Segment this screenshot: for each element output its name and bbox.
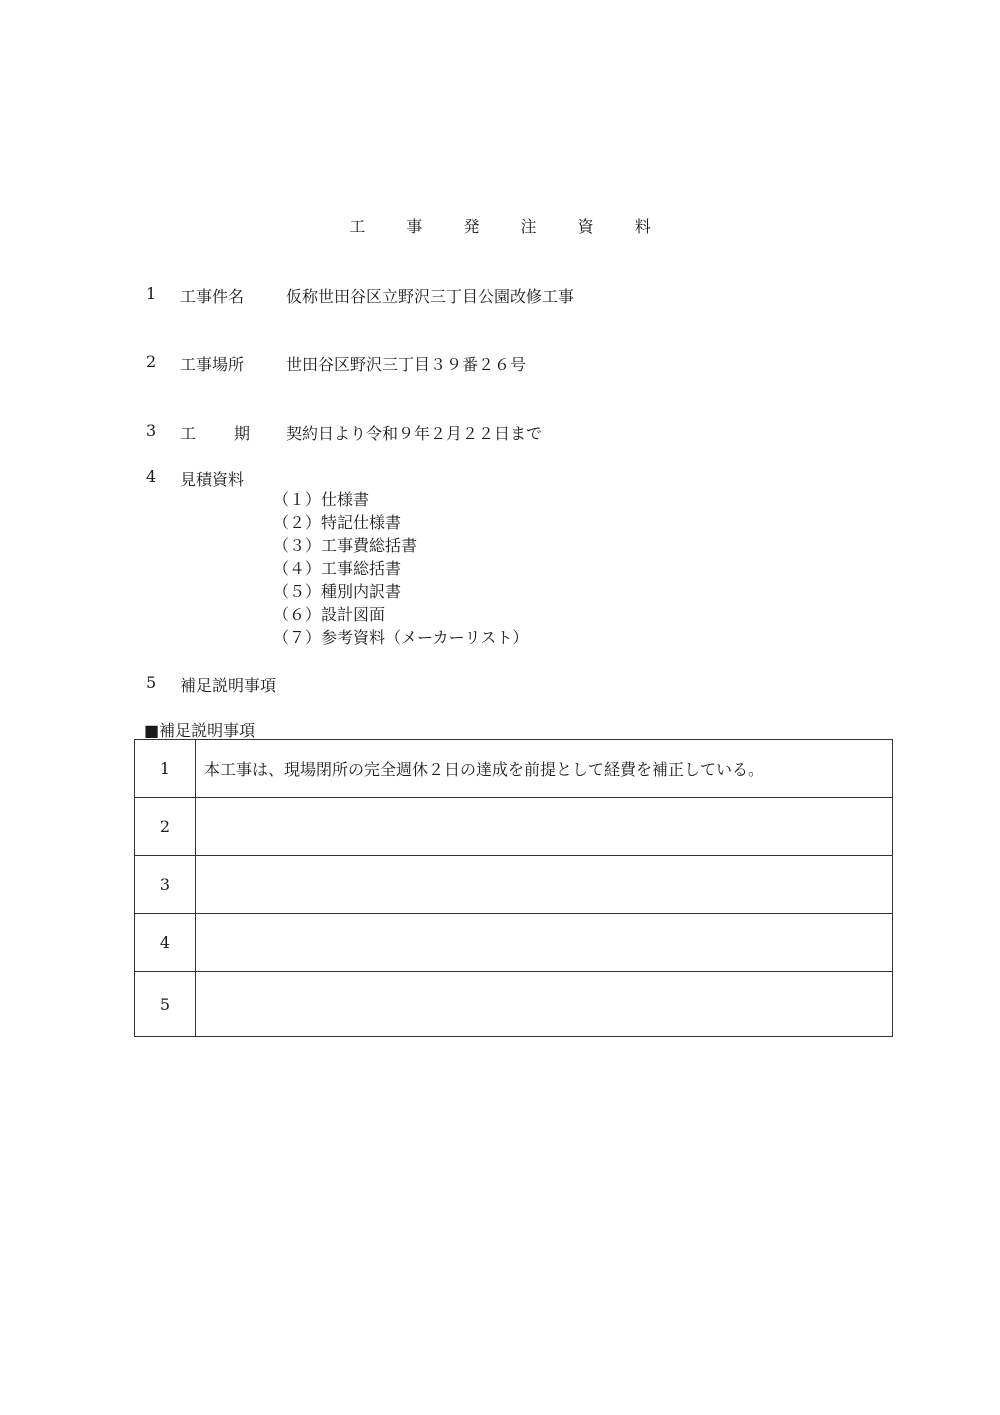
note-text — [196, 856, 893, 914]
list-item — [273, 603, 528, 626]
notes-table — [134, 739, 893, 1037]
table-row — [135, 972, 893, 1037]
item-number: 1 — [146, 284, 157, 303]
title-char: 工 — [349, 217, 366, 236]
list-item-number: （７） — [273, 628, 322, 647]
item-label: 工事件名 — [180, 287, 245, 306]
list-item — [273, 557, 528, 580]
list-item — [273, 534, 528, 557]
table-row — [135, 798, 893, 856]
list-item-text: 工事総括書 — [321, 559, 402, 578]
title-char: 注 — [520, 217, 537, 236]
item-number: 4 — [146, 467, 157, 486]
item-label-part: 期 — [234, 424, 251, 443]
list-item-number: （４） — [273, 559, 322, 578]
list-item-number: （２） — [273, 513, 322, 532]
list-item — [273, 580, 528, 603]
note-text — [196, 798, 893, 856]
title-char: 料 — [634, 217, 651, 236]
list-item-number: （１） — [273, 490, 322, 509]
item-value: 仮称世田谷区立野沢三丁目公園改修工事 — [286, 287, 575, 306]
estimate-materials-list — [273, 488, 528, 649]
item-label-part: 工 — [180, 424, 197, 443]
list-item-text: 種別内訳書 — [321, 582, 402, 601]
table-row — [135, 914, 893, 972]
list-item-text: 参考資料（メーカーリスト） — [321, 628, 529, 647]
note-text — [196, 972, 893, 1037]
title-char: 発 — [463, 217, 480, 236]
notes-heading: ■補足説明事項 — [144, 721, 256, 740]
list-item-number: （５） — [273, 582, 322, 601]
list-item — [273, 488, 528, 511]
item-value: 世田谷区野沢三丁目３９番２６号 — [286, 355, 527, 374]
note-number: 3 — [135, 856, 196, 914]
item-label: 見積資料 — [180, 470, 245, 489]
title-char: 事 — [406, 217, 423, 236]
list-item — [273, 626, 528, 649]
item-label: 補足説明事項 — [180, 676, 277, 695]
title-char: 資 — [577, 217, 594, 236]
note-number: 5 — [135, 972, 196, 1037]
note-text — [196, 914, 893, 972]
item-number: 3 — [146, 421, 157, 440]
item-number: 2 — [146, 352, 157, 371]
list-item-text: 工事費総括書 — [321, 536, 418, 555]
list-item-number: （６） — [273, 605, 322, 624]
note-text: 本工事は、現場閉所の完全週休２日の達成を前提として経費を補正している。 — [196, 740, 893, 798]
list-item-text: 設計図面 — [321, 605, 386, 624]
table-row — [135, 740, 893, 798]
list-item-number: （３） — [273, 536, 322, 555]
item-label — [180, 421, 280, 444]
note-number: 1 — [135, 740, 196, 798]
item-label: 工事場所 — [180, 355, 245, 374]
list-item-text: 仕様書 — [321, 490, 370, 509]
list-item-text: 特記仕様書 — [321, 513, 402, 532]
item-value: 契約日より令和９年２月２２日まで — [286, 424, 543, 443]
table-row — [135, 856, 893, 914]
page-title — [0, 214, 1000, 237]
note-number: 2 — [135, 798, 196, 856]
list-item — [273, 511, 528, 534]
item-number: 5 — [146, 673, 157, 692]
note-number: 4 — [135, 914, 196, 972]
